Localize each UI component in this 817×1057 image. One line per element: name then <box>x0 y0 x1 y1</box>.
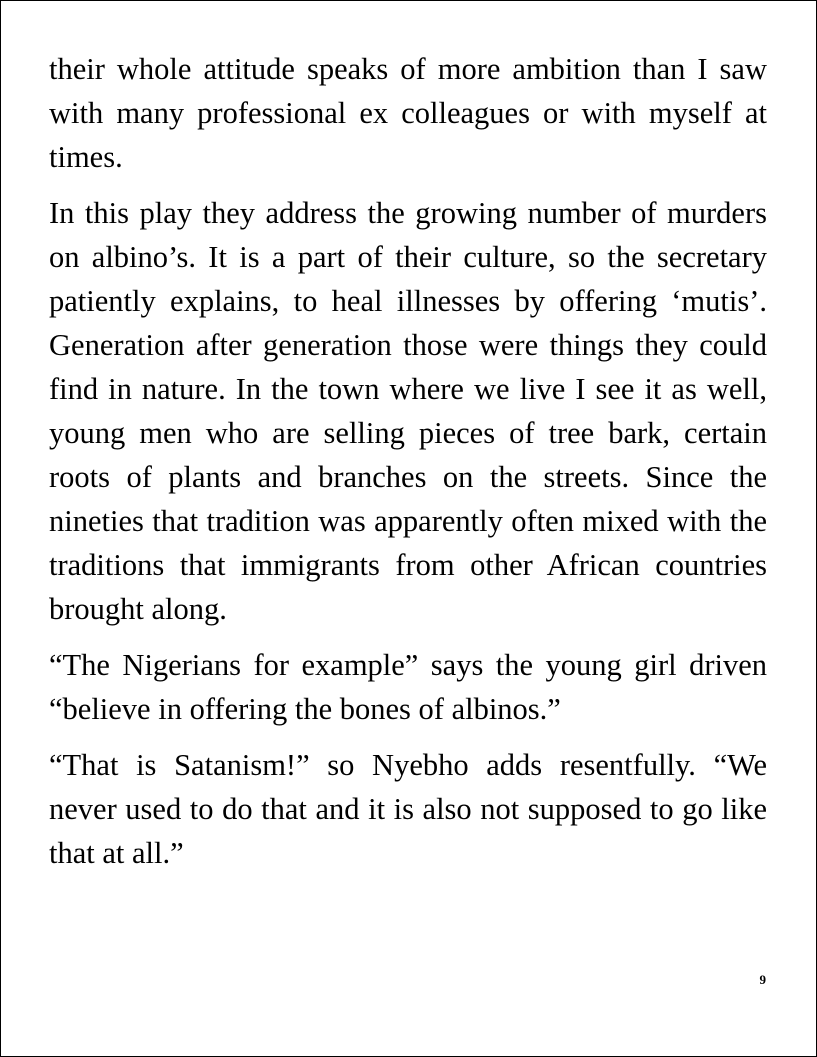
paragraph-4: “That is Satanism!” so Nyebho adds resentfully. “We never used to do that and it is also not supposed to go like that at all.” <box>49 748 767 870</box>
paragraph-3: “The Nigerians for example” says the young girl driven “believe in offering the bones of albinos.” <box>49 648 767 726</box>
paragraph-2: In this play they address the growing number of murders on albino’s. It is a part of their culture, so the secretary patiently explains, to heal illnesses by offering ‘mutis’. Generation after generation those were things they could find in nature. In the town where we live I see it as well, young men who are selling pieces of tree bark, certain roots of plants and branches on the streets. Since the nineties that tradition was apparently often mixed with the traditions that immigrants from other African countries brought along. <box>49 196 767 626</box>
paragraph-1: their whole attitude speaks of more ambition than I saw with many professional ex colleagues or with myself at times. <box>49 52 767 174</box>
text-body <box>49 47 767 887</box>
page-number: 9 <box>759 972 766 987</box>
